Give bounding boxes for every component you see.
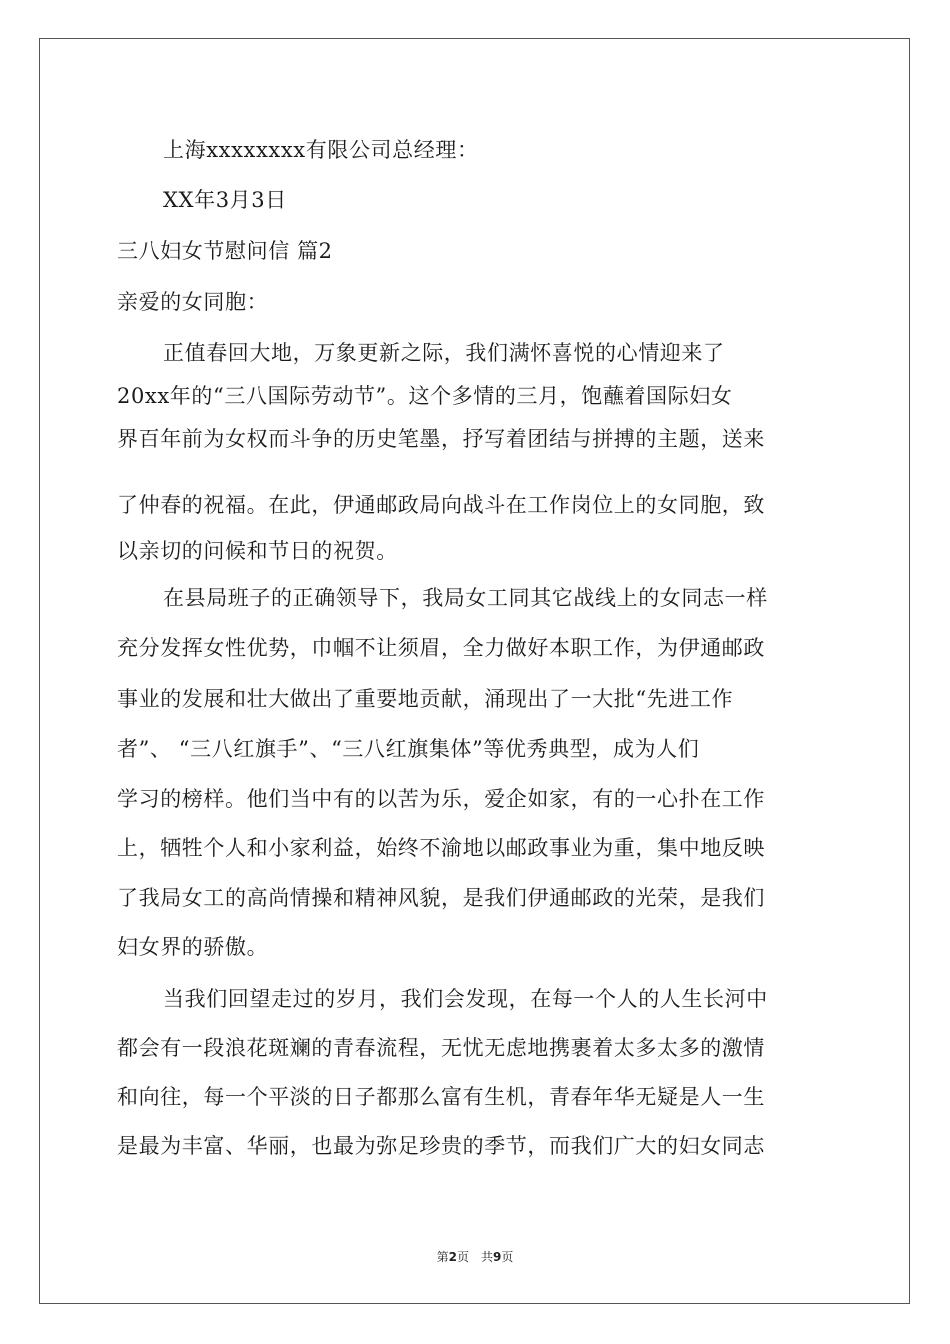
paragraph-line: 上，牺牲个人和小家利益，始终不渝地以邮政事业为重，集中地反映 bbox=[117, 836, 765, 860]
page-current: 2 bbox=[448, 1250, 457, 1264]
paragraph-line: 和向往，每一个平淡的日子都那么富有生机，青春年华无疑是人一生 bbox=[117, 1085, 765, 1109]
date-line: XX年3月3日 bbox=[163, 188, 287, 212]
page-footer bbox=[0, 1248, 950, 1265]
paragraph-line: 了仲春的祝福。在此，伊通邮政局向战斗在工作岗位上的女同胞，致 bbox=[117, 493, 765, 517]
paragraph-line: 了我局女工的高尚情操和精神风貌，是我们伊通邮政的光荣，是我们 bbox=[117, 886, 765, 910]
paragraph-line: 以亲切的问候和节日的祝贺。 bbox=[117, 539, 398, 563]
paragraph-line: 充分发挥女性优势，巾帼不让须眉，全力做好本职工作，为伊通邮政 bbox=[117, 636, 765, 660]
paragraph-line: 20xx年的“三八国际劳动节”。这个多情的三月，饱蘸着国际妇女 bbox=[117, 384, 733, 408]
paragraph-line: 当我们回望走过的岁月，我们会发现，在每一个人的人生长河中 bbox=[163, 987, 768, 1011]
page-suffix: 页 bbox=[501, 1250, 514, 1264]
paragraph-line: 界百年前为女权而斗争的历史笔墨，抒写着团结与拼搏的主题，送来 bbox=[117, 427, 765, 451]
paragraph-line: 学习的榜样。他们当中有的以苦为乐，爱企如家，有的一心扑在工作 bbox=[117, 787, 765, 811]
page-mid: 页 共 bbox=[456, 1250, 493, 1264]
recipient-line: 上海xxxxxxxx有限公司总经理： bbox=[163, 138, 479, 162]
paragraph-line: 正值春回大地，万象更新之际，我们满怀喜悦的心情迎来了 bbox=[163, 341, 725, 365]
page-prefix: 第 bbox=[436, 1250, 449, 1264]
paragraph-line: 事业的发展和壮大做出了重要地贡献，涌现出了一大批“先进工作 bbox=[117, 687, 734, 711]
paragraph-line: 者”、 “三八红旗手”、“三八红旗集体”等优秀典型，成为人们 bbox=[117, 737, 700, 761]
paragraph-line: 都会有一段浪花斑斓的青春流程，无忧无虑地携裹着太多太多的激情 bbox=[117, 1036, 765, 1060]
paragraph-line: 是最为丰富、华丽，也最为弥足珍贵的季节，而我们广大的妇女同志 bbox=[117, 1134, 765, 1158]
paragraph-line: 在县局班子的正确领导下，我局女工同其它战线上的女同志一样 bbox=[163, 586, 768, 610]
paragraph-line: 妇女界的骄傲。 bbox=[117, 935, 269, 959]
page-total: 9 bbox=[493, 1250, 502, 1264]
section-title: 三八妇女节慰问信 篇2 bbox=[117, 239, 333, 263]
salutation: 亲爱的女同胞： bbox=[117, 290, 269, 314]
page-border bbox=[39, 38, 910, 1304]
